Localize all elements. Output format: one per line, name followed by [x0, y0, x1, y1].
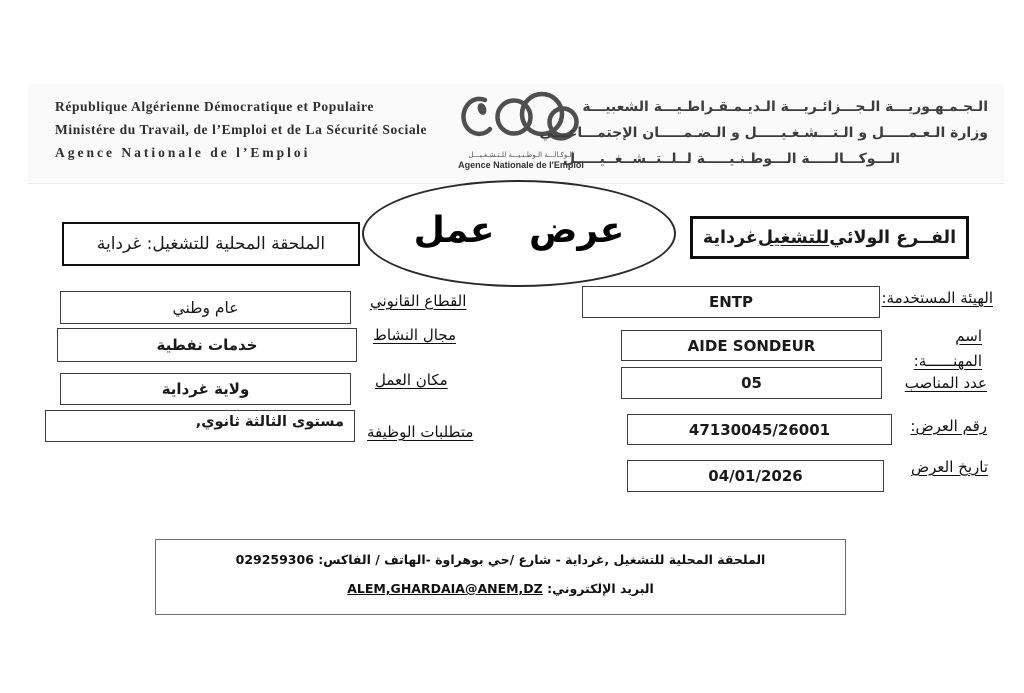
job-offer-title: عرض عمل — [413, 210, 625, 251]
footer-address: الملحقة المحلية للتشغيل ,غرداية - شارع /حي بوهراوة -الهاتف / الفاكس: 029259306 — [235, 552, 766, 567]
footer-email: ALEM,GHARDAIA@ANEM,DZ — [347, 581, 543, 596]
ministry-line-ar: وزارة الـعـمـــــل و الـتـــشـغـيـــــل و الـضـمـــــان الإجتمـــاعـــي — [539, 125, 988, 141]
footer-email-line — [156, 581, 845, 596]
value-offer-number: 47130045/26001 — [627, 414, 892, 445]
label-legal-sector: القطاع القانوني — [370, 292, 467, 310]
value-workplace: ولاية غرداية — [60, 373, 351, 405]
job-offer-oval — [362, 180, 676, 287]
label-job-title — [914, 324, 982, 374]
value-job-title: AIDE SONDEUR — [621, 330, 882, 361]
value-offer-date: 04/01/2026 — [627, 460, 884, 492]
logo-caption-french: Agence Nationale de l'Emploi — [458, 160, 584, 170]
french-header — [55, 95, 455, 164]
arabic-header — [539, 94, 988, 172]
label-job-title-line1: اسم — [955, 327, 982, 345]
value-activity-field: خدمات نفطية — [57, 328, 357, 362]
agency-line-ar: الـــوكـــالـــــة الـــوطـنـيـــــة لــلــتــشــغــيـــــل — [563, 151, 900, 167]
label-job-requirements: متطلبات الوظيفة — [367, 423, 474, 441]
value-job-requirements: مستوى الثالثة ثانوي, — [45, 410, 355, 442]
ministry-line-fr: Ministére du Travail, de l’Emploi et de La Sécurité Sociale — [55, 122, 428, 137]
label-workplace: مكان العمل — [375, 371, 448, 389]
republic-line-fr: République Algérienne Démocratique et Populaire — [55, 99, 374, 114]
logo-caption-arabic: الـوكـالـــة الـوطـنـيـــة للـتـشـغـيـــل — [468, 151, 574, 159]
agency-line-fr: Agence Nationale de l’Emploi — [55, 145, 311, 160]
local-annex-text: الملحقة المحلية للتشغيل: غرداية — [96, 234, 326, 254]
wilaya-branch-box — [690, 216, 969, 259]
wilaya-branch-text-1: الفــرع الولائي — [829, 227, 957, 248]
label-offer-number: رقم العرض: — [910, 417, 987, 435]
wilaya-branch-text-underlined: للتشغيل — [757, 227, 830, 248]
footer-contact-box — [155, 539, 846, 615]
value-positions: 05 — [621, 367, 882, 399]
label-offer-date: تاريخ العرض — [911, 458, 988, 476]
label-employer: الهيئة المستخدمة: — [881, 289, 993, 307]
value-legal-sector: عام وطني — [60, 291, 351, 324]
label-positions: عدد المناصب — [904, 374, 987, 392]
label-activity-field: مجال النشاط — [373, 326, 457, 344]
republic-line-ar: الـجـمـهـوريـــة الـجـــزائـريـــة الـديـمـقـراطـيـــة الشعبيـــة — [582, 99, 988, 115]
local-annex-box — [62, 222, 360, 266]
footer-email-label: البريد الإلكتروني: — [542, 581, 654, 596]
label-job-title-line2: المهنــــــة: — [913, 352, 982, 370]
wilaya-branch-text-2: غرداية — [702, 227, 758, 248]
value-employer: ENTP — [582, 286, 880, 318]
